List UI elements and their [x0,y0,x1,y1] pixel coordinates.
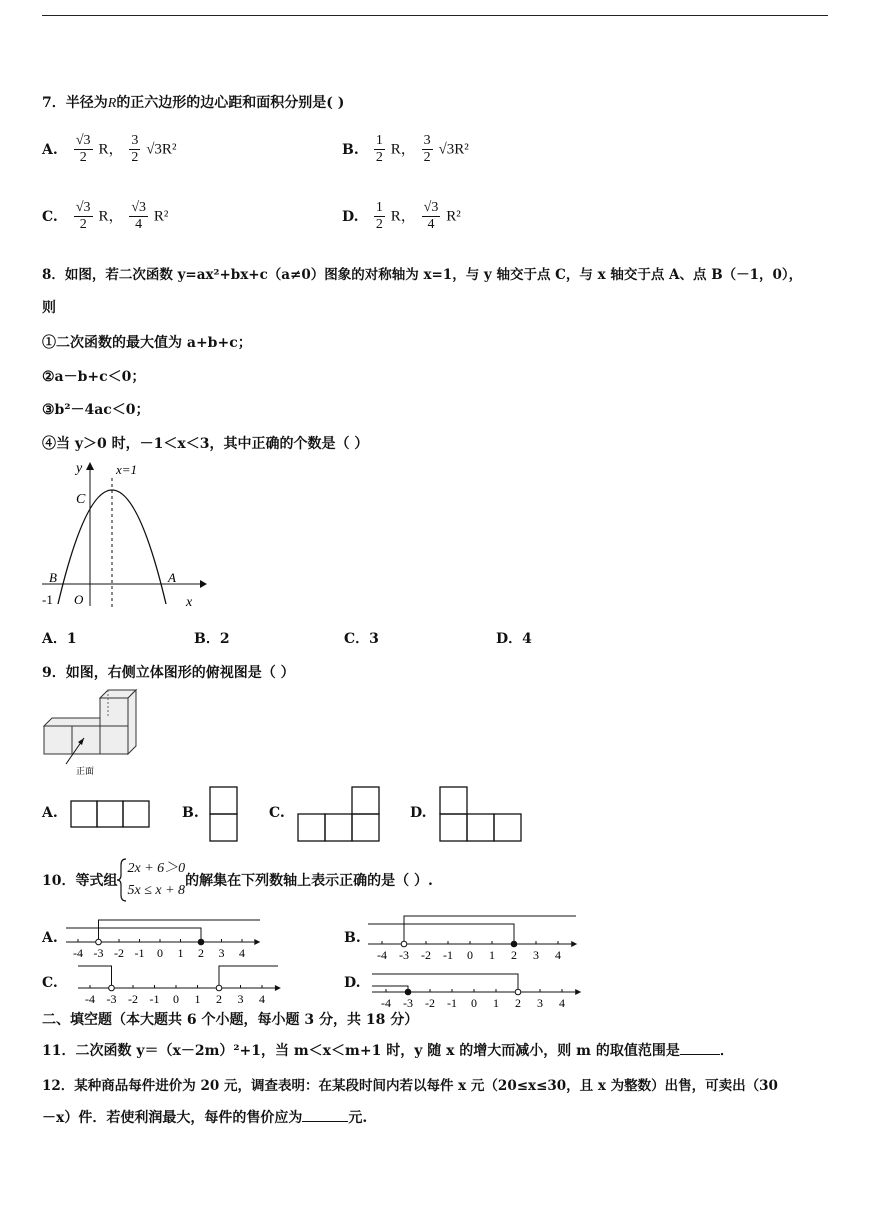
q8-stem-cont: 则 [42,300,56,316]
frac-den: 2 [375,150,383,165]
tick-label: -1 [447,996,457,1010]
tick-label: 0 [471,996,477,1010]
graph-label-y: y [76,461,83,476]
q7-c-frac1 [74,200,93,233]
q9-option-a-figure[interactable] [70,800,152,828]
square [494,814,521,841]
q12-answer-blank[interactable] [302,1109,348,1122]
tick-label: -3 [93,946,104,958]
frac-den: 4 [427,217,435,232]
q7-d-frac2 [422,200,441,233]
tick-label: 2 [511,948,517,960]
q8-statement-1: ①二次函数的最大值为 a+b+c； [42,335,252,351]
tick-label: 1 [194,992,201,1006]
tick-label: -3 [403,996,413,1010]
square [210,787,237,814]
upper-cube-front [100,698,128,726]
tick-label: 0 [157,946,163,958]
q10-option-a-label[interactable]: A. [42,930,58,946]
closed-endpoint [405,989,411,995]
q7-stem [42,92,344,112]
graph-label-b: B [49,570,57,585]
front-cube-1 [44,726,72,754]
open-endpoint [515,989,521,995]
axis-arrow [571,941,577,947]
tick-label: -3 [399,948,409,960]
right-side-face [128,690,136,754]
solution-ray [219,966,278,988]
square [123,801,149,827]
q9-option-a-label[interactable]: A. [42,805,58,821]
axis-arrow [275,985,281,991]
frac-den: 2 [79,217,87,232]
q10-option-d-label[interactable]: D. [344,975,361,991]
q11-end: ． [719,1043,734,1059]
tick-label: -4 [381,996,391,1010]
q7-a-label: A. [42,141,58,158]
q12-end: 元. [348,1110,368,1126]
q10-option-d-numberline[interactable] [370,966,584,1010]
solution-ray [404,916,576,944]
tick-label: -2 [114,946,124,958]
q8-statement-2: ②a－b+c＜0； [42,369,146,385]
tick-label: -2 [128,992,138,1006]
q8-stem: 8．如图，若二次函数 y=ax²+bx+c（a≠0）图象的对称轴为 x=1，与 y 轴交于点 C，与 x 轴交于点 A、点 B（－1，0）， [42,267,803,283]
tick-label: 1 [493,996,499,1010]
graph-label-neg1: -1 [42,592,53,607]
inequality-1: 2x + 6＞0 [127,861,186,876]
axis-arrow [254,939,260,945]
q8-option-d[interactable]: D．4 [496,631,532,647]
frac-den: 2 [79,150,87,165]
square [97,801,123,827]
tick-label: 1 [489,948,495,960]
q12-line1: 12．某种商品每件进价为 20 元，调查表明：在某段时间内若以每件 x 元（20≤x≤30，且 x 为整数）出售，可卖出（30 [42,1078,778,1094]
q10-option-a-numberline[interactable] [64,914,264,958]
q8-statement-4: ④当 y＞0 时，－1＜x＜3，其中正确的个数是（ ） [42,436,369,452]
q8-statement-3: ③b²－4ac＜0； [42,402,150,418]
tick-label: 2 [216,992,222,1006]
square [352,814,379,841]
tick-label: 4 [259,992,265,1006]
inequality-system [117,858,185,902]
tick-label: 4 [239,946,245,958]
graph-label-c: C [76,492,86,507]
q10-option-b-label[interactable]: B. [344,930,361,946]
q7-a-v1: R， [98,141,124,158]
square [467,814,494,841]
frac-num: √3 [423,200,439,215]
q7-d-v2: R² [446,208,461,225]
tick-label: 4 [555,948,561,960]
square [440,814,467,841]
front-cube-3 [100,726,128,754]
brace-icon [117,858,127,902]
front-label: 正面 [76,767,95,777]
graph-label-x-eq-1: x=1 [116,462,138,477]
open-endpoint [96,939,102,945]
tick-label: 3 [218,946,225,958]
q7-a-v2: √3R² [146,141,177,158]
tick-label: 1 [177,946,184,958]
tick-label: 0 [467,948,473,960]
inequality-2: 5x ≤ x + 8 [127,883,186,898]
q10-stem-a: 10．等式组 [42,873,118,889]
tick-label: 2 [198,946,204,958]
tick-label: -4 [377,948,387,960]
q11-stem [42,1040,734,1060]
q11-answer-blank[interactable] [680,1042,720,1055]
frac-den: 4 [135,217,143,232]
solution-ray [99,920,261,942]
q7-option-d[interactable] [342,200,461,233]
frac-den: 2 [423,150,431,165]
q7-stem-part2: 的正六边形的边心距和面积分别是( ) [116,95,345,111]
square [210,814,237,841]
section-2-heading: 二、填空题（本大题共 6 个小题，每小题 3 分，共 18 分） [42,1012,419,1028]
frac-num: 3 [423,133,431,148]
frac-num: 3 [131,133,139,148]
tick-label: -4 [85,992,95,1006]
q10-option-c-label[interactable]: C. [42,975,58,991]
q7-d-frac1 [374,200,385,233]
q10-option-c-numberline[interactable] [76,962,282,1006]
q9-stem: 9．如图，右侧立体图形的俯视图是（ ） [42,665,295,681]
tick-label: 3 [537,996,543,1010]
q7-a-frac2 [129,133,140,166]
q10-stem [42,858,433,902]
q9-option-c-figure[interactable] [297,786,381,842]
q9-option-b-label[interactable]: B. [182,805,199,821]
q10-stem-b: 的解集在下列数轴上表示正确的是（ ）. [185,873,433,889]
q7-c-v1: R， [98,208,124,225]
open-endpoint [109,985,115,991]
q7-b-frac1 [374,133,385,166]
tick-label: -1 [149,992,160,1006]
tick-label: -2 [425,996,435,1010]
q7-var-r: R [107,96,117,111]
top-rule [42,15,828,16]
solution-ray [372,986,408,992]
frac-den: 2 [375,217,383,232]
q7-a-frac1 [74,133,93,166]
open-endpoint [216,985,222,991]
q7-b-v2: √3R² [438,141,469,158]
square [71,801,97,827]
tick-label: -1 [443,948,453,960]
q7-c-frac2 [129,200,148,233]
square [352,787,379,814]
q8-parabola-graph [40,458,210,610]
tick-label: 3 [533,948,539,960]
q7-option-c[interactable] [42,200,168,233]
q7-b-label: B. [342,141,359,158]
q10-option-b-numberline[interactable] [366,912,580,960]
q7-c-v2: R² [153,208,169,225]
q9-solid-figure [40,688,150,778]
square [325,814,352,841]
tick-label: 3 [237,992,244,1006]
frac-num: 1 [375,200,383,215]
closed-endpoint [511,941,517,947]
frac-num: √3 [75,200,91,215]
q7-option-a[interactable] [42,133,176,166]
q11-text: 11．二次函数 y＝（x－2m）²+1，当 m＜x＜m+1 时，y 随 x 的增大而减小，则 m 的取值范围是 [42,1043,680,1059]
closed-endpoint [198,939,204,945]
q9-option-d-label[interactable]: D. [410,805,427,821]
tick-label: -4 [73,946,83,958]
frac-den: 2 [131,150,139,165]
q7-stem-part1: 7．半径为 [42,95,108,111]
q7-d-label: D. [342,208,359,225]
frac-num: 1 [375,133,383,148]
graph-label-origin: O [74,592,84,607]
graph-label-a: A [168,570,176,585]
q7-d-v1: R， [390,208,416,225]
q7-b-v1: R， [390,141,416,158]
q12-line2 [42,1107,367,1127]
graph-label-x: x [186,595,193,610]
axis-arrow [575,989,581,995]
q8-option-b[interactable]: B．2 [194,631,230,647]
x-axis-arrow [200,580,207,588]
tick-label: -2 [421,948,431,960]
tick-label: -1 [134,946,145,958]
frac-num: √3 [75,133,91,148]
q8-option-a[interactable]: A．1 [42,631,77,647]
tick-label: 0 [173,992,179,1006]
q7-b-frac2 [422,133,433,166]
q8-option-c[interactable]: C．3 [344,631,379,647]
q9-option-d-figure[interactable] [439,786,523,842]
y-axis-arrow [86,462,94,470]
tick-label: 4 [559,996,565,1010]
q12-text: －x）件．若使利润最大，每件的售价应为 [42,1110,303,1126]
q9-option-c-label[interactable]: C. [269,805,285,821]
q7-option-b[interactable] [342,133,469,166]
solution-ray [78,966,112,988]
tick-label: 2 [515,996,521,1010]
tick-label: -3 [106,992,117,1006]
frac-num: √3 [131,200,147,215]
open-endpoint [401,941,407,947]
q7-c-label: C. [42,208,58,225]
q9-option-b-figure[interactable] [209,786,239,842]
square [298,814,325,841]
square [440,787,467,814]
